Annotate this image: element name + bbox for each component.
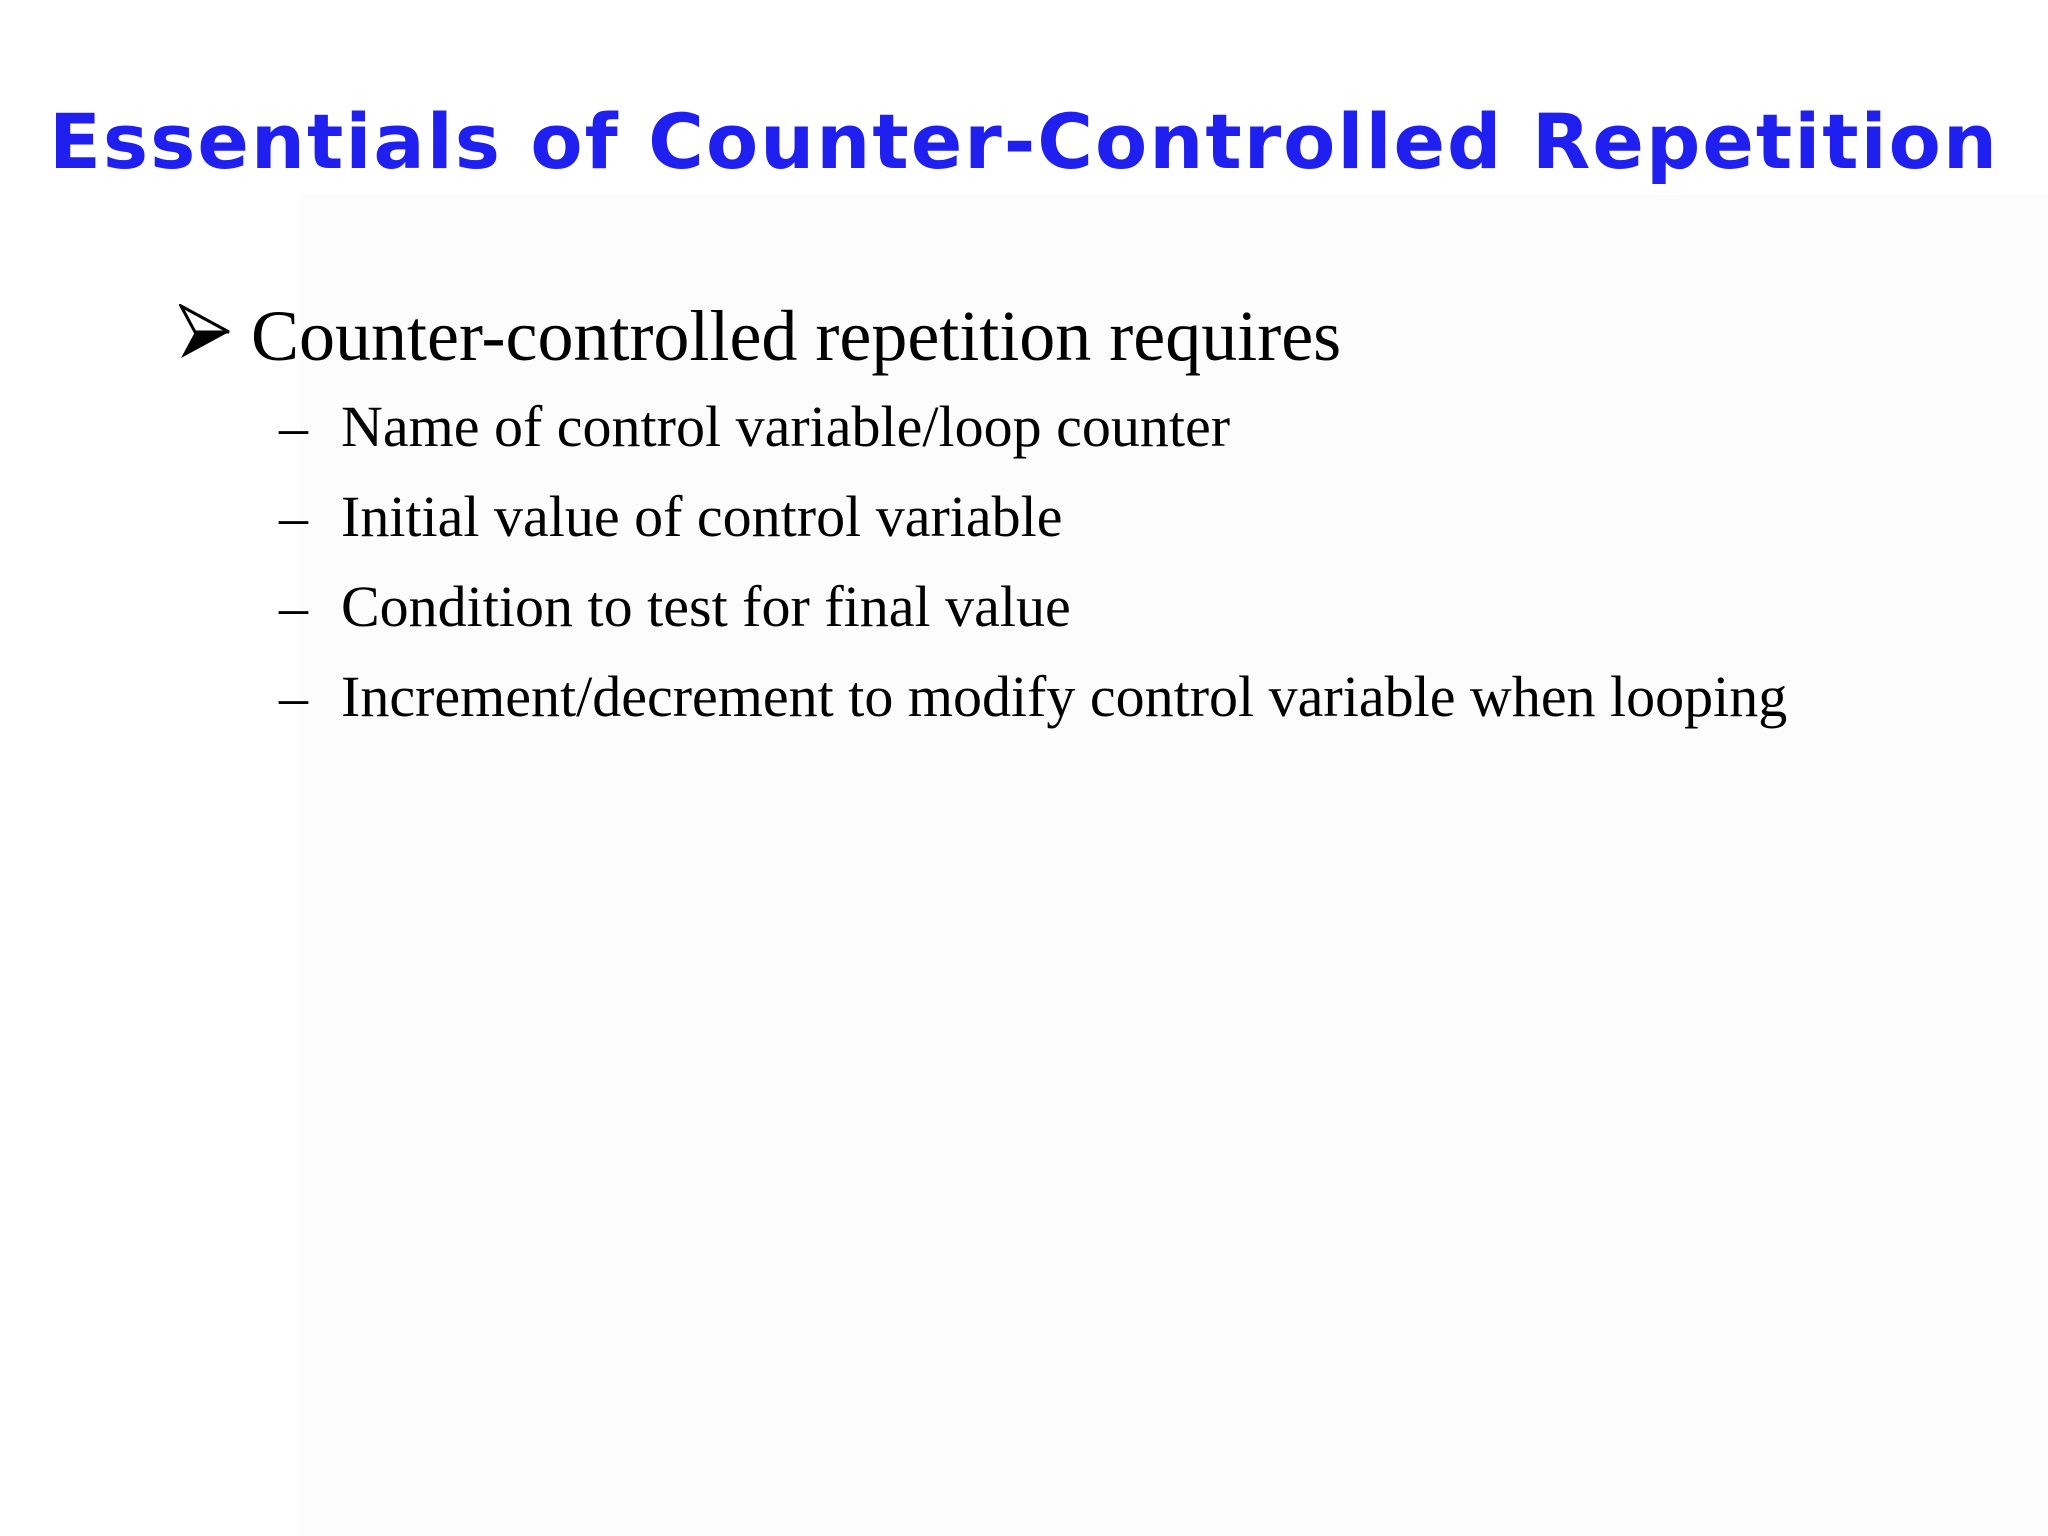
arrow-bullet-icon: [179, 304, 231, 360]
sub-bullet-text: Condition to test for final value: [341, 574, 1071, 639]
main-bullet: [175, 290, 1815, 382]
sub-bullet-item: [175, 390, 1815, 464]
dash-icon: –: [279, 484, 308, 549]
slide-title: Essentials of Counter-Controlled Repetition: [48, 97, 1999, 186]
sub-bullet-text: Name of control variable/loop counter: [341, 394, 1231, 459]
sub-bullet-list: [175, 390, 1815, 734]
slide-content: [175, 290, 1815, 750]
sub-bullet-item: [175, 480, 1815, 554]
sub-bullet-text: Initial value of control variable: [341, 484, 1063, 549]
dash-icon: –: [279, 664, 308, 729]
dash-icon: –: [279, 574, 308, 639]
sub-bullet-text: Increment/decrement to modify control variable when looping: [341, 664, 1788, 729]
dash-icon: –: [279, 394, 308, 459]
sub-bullet-item: [175, 660, 1815, 734]
sub-bullet-item: [175, 570, 1815, 644]
main-bullet-text: Counter-controlled repetition requires: [251, 296, 1342, 376]
